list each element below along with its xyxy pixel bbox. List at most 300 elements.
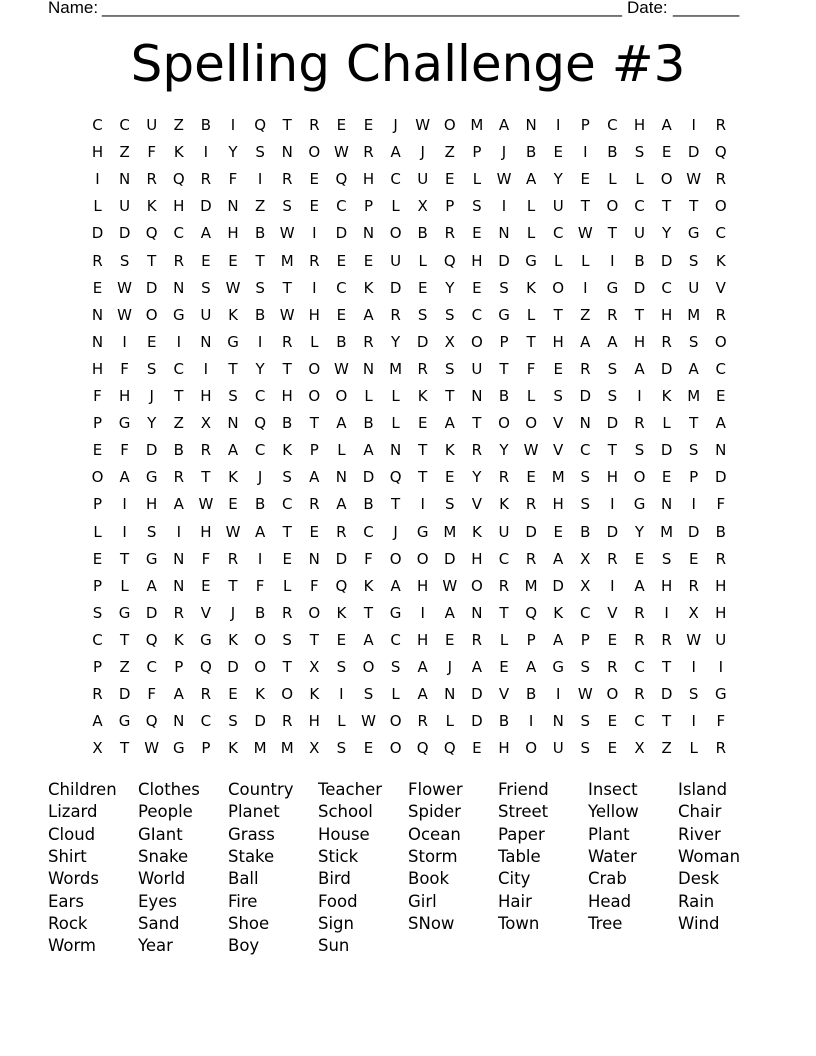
grid-letter[interactable]: J xyxy=(420,143,425,162)
grid-letter[interactable]: D xyxy=(471,685,483,704)
grid-letter[interactable]: R xyxy=(580,359,591,378)
grid-letter[interactable]: E xyxy=(688,549,699,568)
grid-letter[interactable]: T xyxy=(282,522,292,541)
grid-letter[interactable]: Q xyxy=(335,576,348,595)
grid-letter[interactable]: M xyxy=(660,522,674,541)
grid-letter[interactable]: A xyxy=(309,468,320,487)
grid-letter[interactable]: V xyxy=(498,685,510,704)
grid-letter[interactable]: W xyxy=(225,278,241,297)
grid-letter[interactable]: K xyxy=(173,630,184,649)
grid-letter[interactable]: H xyxy=(281,387,293,405)
grid-letter[interactable]: C xyxy=(471,305,483,324)
grid-letter[interactable]: I xyxy=(176,522,182,541)
grid-letter[interactable]: X xyxy=(417,197,428,216)
grid-letter[interactable]: E xyxy=(607,712,618,731)
grid-letter[interactable]: E xyxy=(336,116,347,134)
grid-letter[interactable]: S xyxy=(201,278,211,297)
grid-letter[interactable]: M xyxy=(389,359,403,378)
grid-letter[interactable]: R xyxy=(498,468,510,487)
grid-letter[interactable]: I xyxy=(555,116,561,134)
grid-letter[interactable]: R xyxy=(444,224,456,243)
grid-letter[interactable]: E xyxy=(228,685,238,704)
grid-letter[interactable]: R xyxy=(715,739,727,758)
grid-letter[interactable]: R xyxy=(661,630,672,649)
grid-letter[interactable]: A xyxy=(525,658,537,676)
grid-letter[interactable]: D xyxy=(606,414,619,433)
grid-letter[interactable]: S xyxy=(607,359,618,378)
grid-letter[interactable]: V xyxy=(607,603,618,622)
grid-letter[interactable]: A xyxy=(200,224,212,243)
grid-letter[interactable]: P xyxy=(499,332,509,351)
grid-letter[interactable]: I xyxy=(691,712,696,731)
grid-letter[interactable]: S xyxy=(255,278,265,297)
grid-letter[interactable]: Q xyxy=(172,170,185,189)
grid-letter[interactable]: F xyxy=(147,143,156,162)
grid-letter[interactable]: F xyxy=(201,549,211,568)
grid-letter[interactable]: I xyxy=(610,251,615,270)
grid-letter[interactable]: T xyxy=(391,495,401,514)
grid-letter[interactable]: L xyxy=(93,522,102,541)
grid-letter[interactable]: H xyxy=(715,603,727,622)
grid-letter[interactable]: Q xyxy=(254,414,266,433)
grid-letter[interactable]: A xyxy=(92,712,103,731)
grid-letter[interactable]: Q xyxy=(389,468,402,487)
grid-letter[interactable]: T xyxy=(255,251,265,270)
grid-letter[interactable]: E xyxy=(472,224,482,243)
grid-letter[interactable]: T xyxy=(472,414,482,433)
grid-letter[interactable]: D xyxy=(471,712,483,731)
grid-letter[interactable]: E xyxy=(553,522,563,541)
grid-letter[interactable]: E xyxy=(472,278,482,297)
grid-letter[interactable]: E xyxy=(92,441,103,460)
grid-letter[interactable]: O xyxy=(335,387,348,405)
grid-letter[interactable]: R xyxy=(607,658,618,676)
grid-letter[interactable]: F xyxy=(526,359,536,378)
grid-letter[interactable]: R xyxy=(634,630,645,649)
grid-letter[interactable]: C xyxy=(552,224,564,243)
grid-letter[interactable]: O xyxy=(254,630,266,649)
grid-letter[interactable]: O xyxy=(389,224,402,243)
grid-letter[interactable]: G xyxy=(172,739,185,758)
grid-letter[interactable]: I xyxy=(583,143,588,162)
grid-letter[interactable]: R xyxy=(607,549,618,568)
grid-letter[interactable]: M xyxy=(470,116,484,134)
grid-letter[interactable]: P xyxy=(92,495,103,514)
grid-letter[interactable]: R xyxy=(281,603,293,622)
grid-letter[interactable]: R xyxy=(688,576,699,595)
grid-letter[interactable]: S xyxy=(688,685,699,704)
grid-letter[interactable]: R xyxy=(715,170,727,189)
grid-letter[interactable]: T xyxy=(689,414,699,433)
grid-letter[interactable]: A xyxy=(119,468,130,487)
grid-letter[interactable]: A xyxy=(417,685,428,704)
grid-letter[interactable]: O xyxy=(498,414,510,433)
grid-letter[interactable]: T xyxy=(120,630,130,649)
grid-letter[interactable]: U xyxy=(417,170,429,189)
grid-letter[interactable]: O xyxy=(552,278,565,297)
grid-letter[interactable]: H xyxy=(552,332,564,351)
grid-letter[interactable]: A xyxy=(471,658,483,676)
grid-letter[interactable]: L xyxy=(526,387,536,405)
grid-letter[interactable]: I xyxy=(257,549,263,568)
grid-letter[interactable]: L xyxy=(445,712,454,731)
grid-letter[interactable]: A xyxy=(525,170,537,189)
name-field[interactable]: _______________________________________________________ xyxy=(102,0,623,17)
grid-letter[interactable]: D xyxy=(660,359,673,378)
grid-letter[interactable]: N xyxy=(173,278,185,297)
grid-letter[interactable]: Y xyxy=(553,170,563,189)
grid-letter[interactable]: A xyxy=(688,359,699,378)
grid-letter[interactable]: O xyxy=(714,197,727,216)
grid-letter[interactable]: U xyxy=(146,116,158,134)
grid-letter[interactable]: A xyxy=(580,332,591,351)
grid-letter[interactable]: A xyxy=(363,305,374,324)
grid-letter[interactable]: L xyxy=(689,739,698,758)
grid-letter[interactable]: E xyxy=(282,549,292,568)
grid-letter[interactable]: C xyxy=(634,197,645,216)
grid-letter[interactable]: R xyxy=(715,549,727,568)
grid-letter[interactable]: P xyxy=(92,576,103,595)
grid-letter[interactable]: D xyxy=(687,143,700,162)
grid-letter[interactable]: S xyxy=(146,522,157,541)
grid-letter[interactable]: X xyxy=(580,549,591,568)
grid-letter[interactable]: O xyxy=(525,739,537,758)
grid-letter[interactable]: Q xyxy=(254,116,266,134)
grid-letter[interactable]: R xyxy=(634,414,645,433)
grid-letter[interactable]: Y xyxy=(472,468,482,487)
grid-letter[interactable]: C xyxy=(390,630,401,649)
grid-letter[interactable]: E xyxy=(607,739,618,758)
grid-letter[interactable]: I xyxy=(257,170,263,189)
grid-letter[interactable]: E xyxy=(363,739,374,758)
grid-letter[interactable]: L xyxy=(418,251,427,270)
grid-letter[interactable]: N xyxy=(471,387,483,405)
grid-letter[interactable]: B xyxy=(363,414,374,433)
grid-letter[interactable]: C xyxy=(254,387,266,405)
grid-letter[interactable]: T xyxy=(228,359,238,378)
grid-letter[interactable]: N xyxy=(227,414,239,433)
grid-letter[interactable]: H xyxy=(633,332,646,351)
grid-letter[interactable]: L xyxy=(391,387,400,405)
grid-letter[interactable]: L xyxy=(526,305,536,324)
grid-letter[interactable]: R xyxy=(173,251,185,270)
grid-letter[interactable]: T xyxy=(662,197,672,216)
grid-letter[interactable]: R xyxy=(92,251,103,270)
grid-letter[interactable]: D xyxy=(660,251,673,270)
grid-letter[interactable]: H xyxy=(606,468,619,487)
grid-letter[interactable]: K xyxy=(363,278,374,297)
grid-letter[interactable]: L xyxy=(526,197,536,216)
grid-letter[interactable]: C xyxy=(363,522,374,541)
grid-letter[interactable]: R xyxy=(281,170,293,189)
grid-letter[interactable]: K xyxy=(363,576,374,595)
grid-letter[interactable]: A xyxy=(173,685,184,704)
grid-letter[interactable]: J xyxy=(393,116,398,134)
grid-letter[interactable]: X xyxy=(688,603,699,622)
grid-letter[interactable]: B xyxy=(254,224,266,243)
grid-letter[interactable]: Q xyxy=(335,170,348,189)
grid-letter[interactable]: H xyxy=(227,224,239,243)
grid-letter[interactable]: C xyxy=(715,224,727,243)
grid-letter[interactable]: K xyxy=(146,197,157,216)
grid-letter[interactable]: C xyxy=(254,441,266,460)
grid-letter[interactable]: L xyxy=(391,414,400,433)
grid-letter[interactable]: S xyxy=(282,468,292,487)
grid-letter[interactable]: R xyxy=(173,603,185,622)
grid-letter[interactable]: K xyxy=(228,630,238,649)
grid-letter[interactable]: D xyxy=(579,387,592,405)
grid-letter[interactable]: W xyxy=(333,143,349,162)
grid-letter[interactable]: P xyxy=(174,658,184,676)
grid-letter[interactable]: D xyxy=(715,468,727,487)
grid-letter[interactable]: T xyxy=(499,603,509,622)
grid-letter[interactable]: Q xyxy=(145,712,158,731)
grid-letter[interactable]: I xyxy=(122,332,127,351)
grid-letter[interactable]: H xyxy=(715,576,727,595)
grid-letter[interactable]: E xyxy=(445,468,455,487)
grid-letter[interactable]: F xyxy=(120,359,129,378)
grid-letter[interactable]: L xyxy=(337,441,346,460)
grid-letter[interactable]: H xyxy=(91,143,104,162)
grid-letter[interactable]: R xyxy=(471,630,483,649)
grid-letter[interactable]: R xyxy=(309,495,320,514)
grid-letter[interactable]: L xyxy=(120,576,129,595)
grid-letter[interactable]: K xyxy=(336,603,347,622)
grid-letter[interactable]: K xyxy=(228,739,238,758)
grid-letter[interactable]: F xyxy=(120,441,129,460)
grid-letter[interactable]: T xyxy=(445,387,455,405)
grid-letter[interactable]: E xyxy=(661,468,672,487)
grid-letter[interactable]: C xyxy=(146,658,157,676)
grid-letter[interactable]: P xyxy=(309,441,319,460)
grid-letter[interactable]: E xyxy=(553,359,563,378)
grid-letter[interactable]: I xyxy=(122,495,127,514)
grid-letter[interactable]: I xyxy=(691,495,696,514)
grid-letter[interactable]: R xyxy=(715,116,727,134)
grid-letter[interactable]: G xyxy=(389,603,402,622)
grid-letter[interactable]: N xyxy=(173,576,185,595)
grid-letter[interactable]: K xyxy=(309,685,320,704)
grid-letter[interactable]: I xyxy=(203,359,209,378)
grid-letter[interactable]: C xyxy=(715,359,727,378)
grid-letter[interactable]: T xyxy=(607,224,617,243)
grid-letter[interactable]: O xyxy=(308,603,321,622)
grid-letter[interactable]: E xyxy=(661,143,672,162)
grid-letter[interactable]: R xyxy=(363,143,374,162)
grid-letter[interactable]: E xyxy=(201,251,211,270)
grid-letter[interactable]: I xyxy=(691,658,696,676)
grid-letter[interactable]: D xyxy=(91,224,104,243)
grid-letter[interactable]: Z xyxy=(444,143,455,162)
grid-letter[interactable]: N xyxy=(579,414,591,433)
grid-letter[interactable]: S xyxy=(445,305,455,324)
grid-letter[interactable]: F xyxy=(309,576,319,595)
grid-letter[interactable]: S xyxy=(228,387,238,405)
grid-letter[interactable]: S xyxy=(661,549,672,568)
grid-letter[interactable]: C xyxy=(281,495,293,514)
grid-letter[interactable]: O xyxy=(308,143,321,162)
grid-letter[interactable]: T xyxy=(418,441,428,460)
grid-letter[interactable]: G xyxy=(498,305,510,324)
grid-letter[interactable]: R xyxy=(417,712,428,731)
grid-letter[interactable]: G xyxy=(118,414,131,433)
grid-letter[interactable]: G xyxy=(200,630,212,649)
grid-letter[interactable]: Y xyxy=(147,414,157,433)
grid-letter[interactable]: A xyxy=(553,630,564,649)
grid-letter[interactable]: I xyxy=(176,332,182,351)
grid-letter[interactable]: Y xyxy=(255,359,265,378)
grid-letter[interactable]: R xyxy=(92,685,103,704)
grid-letter[interactable]: S xyxy=(336,739,347,758)
grid-letter[interactable]: B xyxy=(525,685,537,704)
grid-letter[interactable]: S xyxy=(580,468,591,487)
grid-letter[interactable]: C xyxy=(336,278,347,297)
grid-letter[interactable]: T xyxy=(580,197,590,216)
grid-letter[interactable]: N xyxy=(308,549,320,568)
grid-letter[interactable]: K xyxy=(715,251,726,270)
grid-letter[interactable]: D xyxy=(660,441,673,460)
grid-letter[interactable]: G xyxy=(145,549,158,568)
grid-letter[interactable]: U xyxy=(471,359,483,378)
grid-letter[interactable]: D xyxy=(525,522,537,541)
grid-letter[interactable]: Z xyxy=(254,197,266,216)
grid-letter[interactable]: U xyxy=(715,630,727,649)
grid-letter[interactable]: H xyxy=(471,251,483,270)
grid-letter[interactable]: J xyxy=(393,522,398,541)
grid-letter[interactable]: S xyxy=(445,359,455,378)
grid-letter[interactable]: O xyxy=(633,468,646,487)
grid-letter[interactable]: G xyxy=(687,224,700,243)
grid-letter[interactable]: O xyxy=(470,576,483,595)
grid-letter[interactable]: L xyxy=(93,197,102,216)
grid-letter[interactable]: E xyxy=(336,305,347,324)
grid-letter[interactable]: S xyxy=(580,495,591,514)
grid-letter[interactable]: S xyxy=(92,603,103,622)
grid-letter[interactable]: R xyxy=(525,495,537,514)
grid-letter[interactable]: H xyxy=(146,495,158,514)
grid-letter[interactable]: W xyxy=(442,576,458,595)
grid-letter[interactable]: I xyxy=(312,224,317,243)
grid-letter[interactable]: U xyxy=(634,224,645,243)
grid-letter[interactable]: G xyxy=(525,251,537,270)
grid-letter[interactable]: I xyxy=(637,387,642,405)
grid-letter[interactable]: C xyxy=(390,170,401,189)
grid-letter[interactable]: M xyxy=(253,739,267,758)
grid-letter[interactable]: G xyxy=(145,468,158,487)
grid-letter[interactable]: D xyxy=(362,468,375,487)
grid-letter[interactable]: E xyxy=(228,495,238,514)
grid-letter[interactable]: D xyxy=(335,224,348,243)
grid-letter[interactable]: K xyxy=(471,522,482,541)
grid-letter[interactable]: G xyxy=(172,305,185,324)
grid-letter[interactable]: K xyxy=(553,603,564,622)
grid-letter[interactable]: U xyxy=(552,739,564,758)
grid-letter[interactable]: L xyxy=(499,630,509,649)
grid-letter[interactable]: A xyxy=(417,658,428,676)
grid-letter[interactable]: K xyxy=(173,143,184,162)
grid-letter[interactable]: W xyxy=(577,685,593,704)
grid-letter[interactable]: U xyxy=(688,278,700,297)
grid-letter[interactable]: I xyxy=(339,685,344,704)
grid-letter[interactable]: D xyxy=(227,658,239,676)
grid-letter[interactable]: B xyxy=(498,387,510,405)
grid-letter[interactable]: R xyxy=(173,468,185,487)
grid-letter[interactable]: Q xyxy=(416,739,429,758)
grid-letter[interactable]: X xyxy=(92,739,103,758)
grid-letter[interactable]: O xyxy=(308,359,321,378)
grid-letter[interactable]: W xyxy=(144,739,160,758)
grid-letter[interactable]: E xyxy=(92,549,103,568)
grid-letter[interactable]: O xyxy=(308,387,321,405)
grid-letter[interactable]: B xyxy=(498,712,510,731)
grid-letter[interactable]: B xyxy=(417,224,428,243)
grid-letter[interactable]: W xyxy=(279,224,295,243)
grid-letter[interactable]: S xyxy=(255,143,265,162)
grid-letter[interactable]: T xyxy=(607,441,617,460)
grid-letter[interactable]: C xyxy=(498,549,510,568)
grid-letter[interactable]: A xyxy=(390,143,401,162)
grid-letter[interactable]: E xyxy=(201,576,211,595)
grid-letter[interactable]: D xyxy=(498,251,510,270)
grid-letter[interactable]: H xyxy=(362,170,375,189)
grid-letter[interactable]: Q xyxy=(145,224,158,243)
grid-letter[interactable]: Y xyxy=(228,143,238,162)
grid-letter[interactable]: S xyxy=(688,332,699,351)
grid-letter[interactable]: C xyxy=(661,278,672,297)
grid-letter[interactable]: N xyxy=(118,170,131,189)
grid-letter[interactable]: H xyxy=(471,549,483,568)
grid-letter[interactable]: W xyxy=(361,712,376,731)
grid-letter[interactable]: E xyxy=(92,278,103,297)
grid-letter[interactable]: A xyxy=(227,441,239,460)
grid-letter[interactable]: N xyxy=(362,359,375,378)
grid-letter[interactable]: R xyxy=(634,603,645,622)
grid-letter[interactable]: O xyxy=(660,170,673,189)
grid-letter[interactable]: L xyxy=(472,170,482,189)
grid-letter[interactable]: F xyxy=(716,495,726,514)
grid-letter[interactable]: N xyxy=(91,305,104,324)
grid-letter[interactable]: I xyxy=(583,278,588,297)
grid-letter[interactable]: V xyxy=(553,414,564,433)
grid-letter[interactable]: X xyxy=(309,658,320,676)
grid-letter[interactable]: K xyxy=(228,305,238,324)
grid-letter[interactable]: I xyxy=(203,143,209,162)
grid-letter[interactable]: I xyxy=(122,522,127,541)
grid-letter[interactable]: A xyxy=(363,441,374,460)
grid-letter[interactable]: E xyxy=(499,658,509,676)
grid-letter[interactable]: Q xyxy=(714,143,727,162)
grid-letter[interactable]: E xyxy=(634,549,645,568)
grid-letter[interactable]: O xyxy=(606,685,619,704)
grid-letter[interactable]: R xyxy=(336,522,347,541)
grid-letter[interactable]: S xyxy=(417,305,428,324)
grid-letter[interactable]: S xyxy=(472,197,482,216)
grid-letter[interactable]: O xyxy=(389,549,402,568)
grid-letter[interactable]: N xyxy=(715,441,727,460)
grid-letter[interactable]: R xyxy=(200,170,212,189)
grid-letter[interactable]: Q xyxy=(199,658,212,676)
grid-letter[interactable]: B xyxy=(173,441,184,460)
grid-letter[interactable]: W xyxy=(496,170,512,189)
grid-letter[interactable]: L xyxy=(526,224,536,243)
grid-letter[interactable]: V xyxy=(200,603,212,622)
grid-letter[interactable]: I xyxy=(230,116,236,134)
grid-letter[interactable]: M xyxy=(443,522,457,541)
grid-letter[interactable]: A xyxy=(390,576,401,595)
grid-letter[interactable]: I xyxy=(718,658,724,676)
grid-letter[interactable]: I xyxy=(420,603,425,622)
grid-letter[interactable]: L xyxy=(310,332,319,351)
